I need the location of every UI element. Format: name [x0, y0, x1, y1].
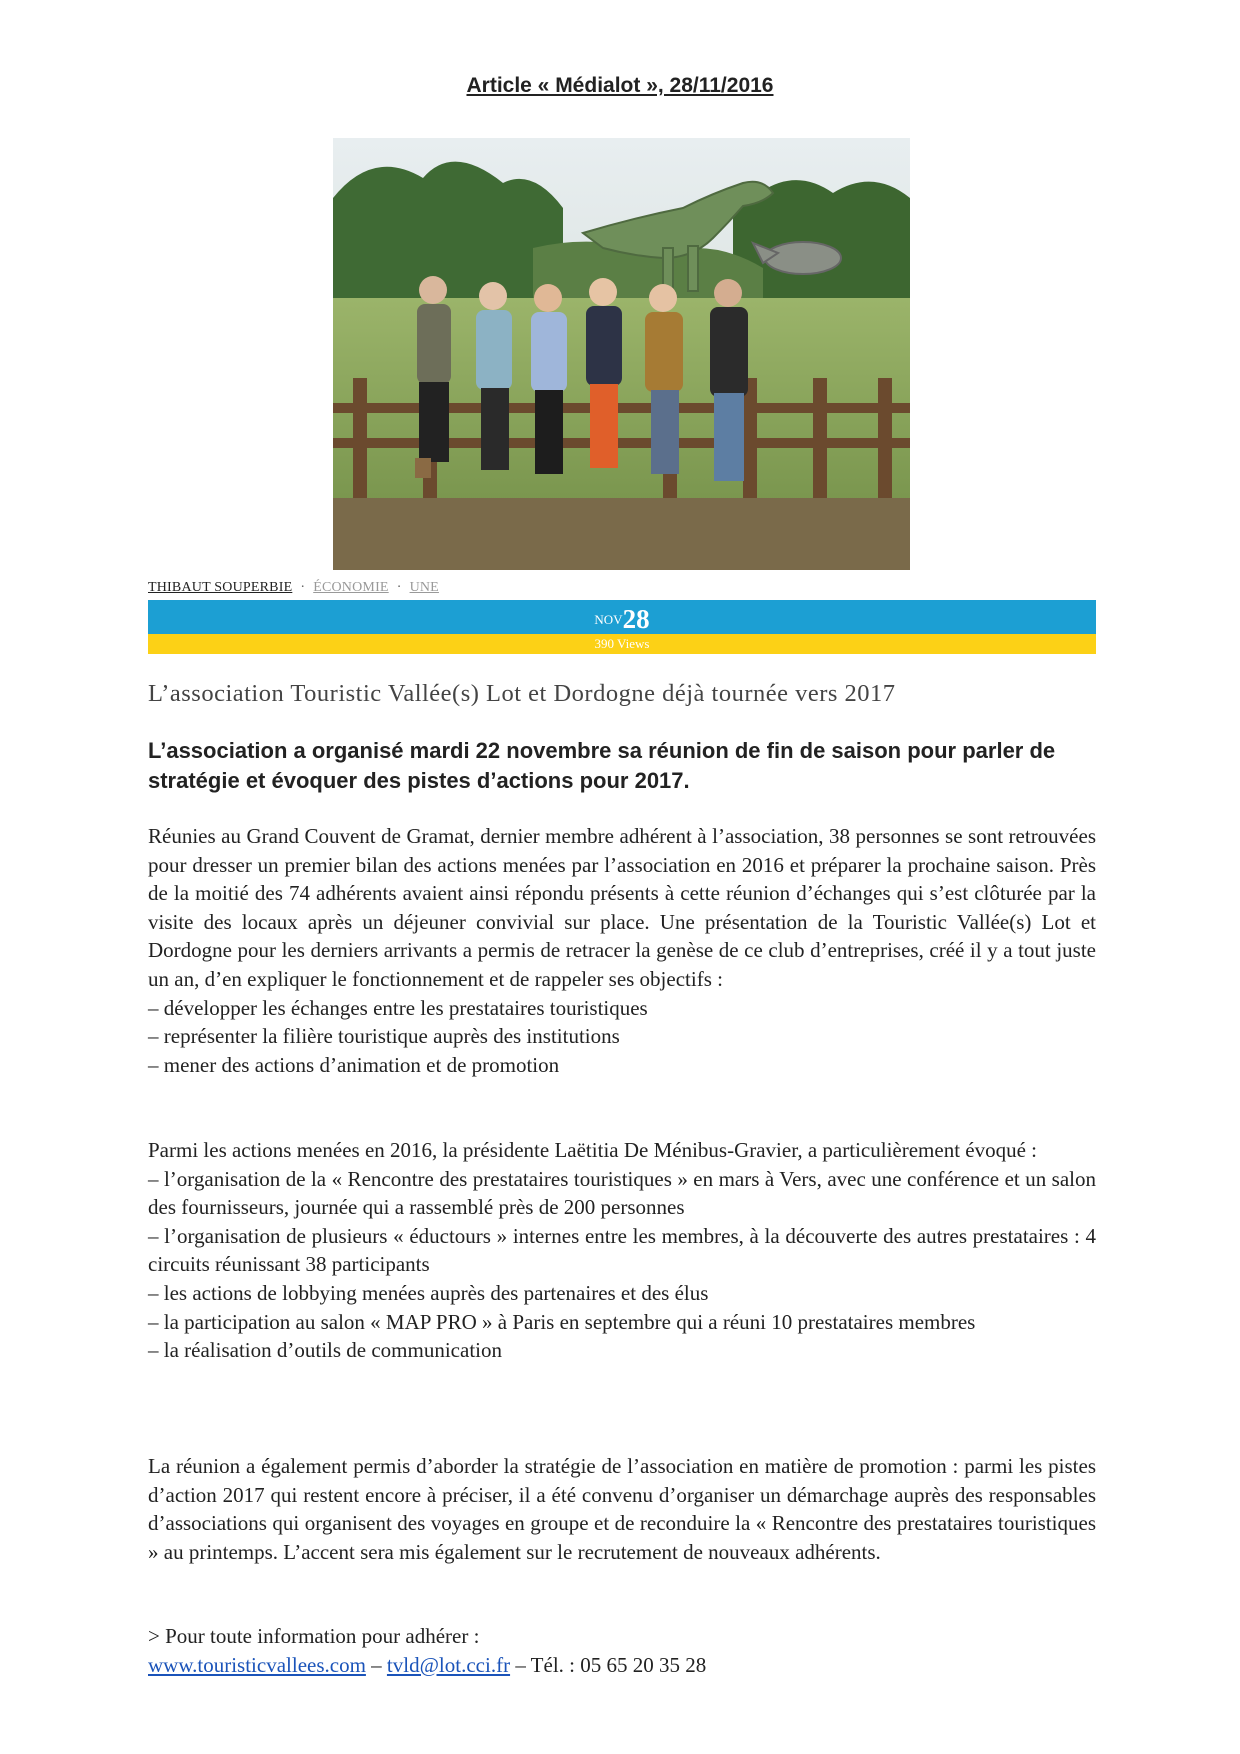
meta-separator: ·: [300, 580, 306, 595]
paragraph-text: Réunies au Grand Couvent de Gramat, dernier membre adhérent à l’association, 38 personnes se sont retrouvées pour dresser un premier bilan des actions menées par l’association en 2016 et préparer la prochaine saison. Près de la moitié des 74 adhérents avaient ainsi répondu présents à cette réunion d’échanges qui s’est clôturée par la visite des locaux après un déjeuner convivial sur place. Une présentation de la Touristic Vallée(s) Lot et Dordogne pour les derniers arrivants a permis de retracer la genèse de ce club d’entreprises, créé il y a tout juste un an, d’en expliquer le fonctionnement et de rappeler ses objectifs :: [148, 824, 1096, 991]
list-item: – l’organisation de plusieurs « éductours » internes entre les membres, à la découverte des autres prestataires : 4 circuits réunissant 38 participants: [148, 1223, 1096, 1277]
contact-block: [148, 1622, 706, 1679]
paragraph-1: [148, 822, 1096, 1079]
list-item: – la réalisation d’outils de communication: [148, 1338, 502, 1363]
paragraph-3: [148, 1452, 1096, 1566]
list-item: – mener des actions d’animation et de promotion: [148, 1052, 560, 1077]
contact-separator: –: [365, 1652, 387, 1677]
date-month: NOV: [594, 612, 623, 627]
date-banner: [148, 600, 1096, 634]
category-link-une[interactable]: UNE: [409, 580, 439, 595]
website-link[interactable]: www.touristicvallees.com: [148, 1652, 366, 1677]
list-item: – les actions de lobbying menées auprès des partenaires et des élus: [148, 1280, 709, 1305]
contact-phone: – Tél. : 05 65 20 35 28: [510, 1652, 707, 1677]
list-item: – représenter la filière touristique auprès des institutions: [148, 1024, 620, 1049]
article-lead: L’association a organisé mardi 22 novembre sa réunion de fin de saison pour parler de stratégie et évoquer des pistes d’actions pour 2017.: [148, 738, 1056, 793]
list-item: – l’organisation de la « Rencontre des prestataires touristiques » en mars à Vers, avec une conférence et un salon des fournisseurs, journée qui a rassemblé près de 200 personnes: [148, 1166, 1096, 1220]
paragraph-2: [148, 1136, 1096, 1365]
category-link-economie[interactable]: ÉCONOMIE: [313, 580, 389, 595]
email-link[interactable]: tvld@lot.cci.fr: [386, 1652, 511, 1677]
view-count: 390 Views: [148, 634, 1096, 654]
meta-separator: ·: [396, 580, 402, 595]
contact-intro: > Pour toute information pour adhérer :: [148, 1624, 480, 1648]
date-day: 28: [622, 604, 650, 634]
author-link[interactable]: THIBAUT SOUPERBIE: [148, 580, 293, 595]
article-photo: [333, 138, 910, 570]
paragraph-text: Parmi les actions menées en 2016, la présidente Laëtitia De Ménibus-Gravier, a particulièrement évoqué :: [148, 1138, 1038, 1162]
article-title: L’association Touristic Vallée(s) Lot et Dordogne déjà tournée vers 2017: [148, 680, 896, 707]
page-title: Article « Médialot », 28/11/2016: [466, 74, 774, 97]
list-item: – la participation au salon « MAP PRO » à Paris en septembre qui a réuni 10 prestataires membres: [148, 1309, 976, 1334]
contact-line: [148, 1651, 706, 1680]
list-item: – développer les échanges entre les prestataires touristiques: [148, 995, 648, 1020]
paragraph-text: La réunion a également permis d’aborder la stratégie de l’association en matière de promotion : parmi les pistes d’action 2017 qui restent encore à préciser, il a été convenu d’organiser un démarchage auprès des responsables d’associations qui organisent des voyages en groupe et de reconduire la « Rencontre des prestataires touristiques » au printemps. L’accent sera mis également sur le recrutement de nouveaux adhérents.: [148, 1454, 1096, 1564]
article-meta: [148, 580, 439, 596]
